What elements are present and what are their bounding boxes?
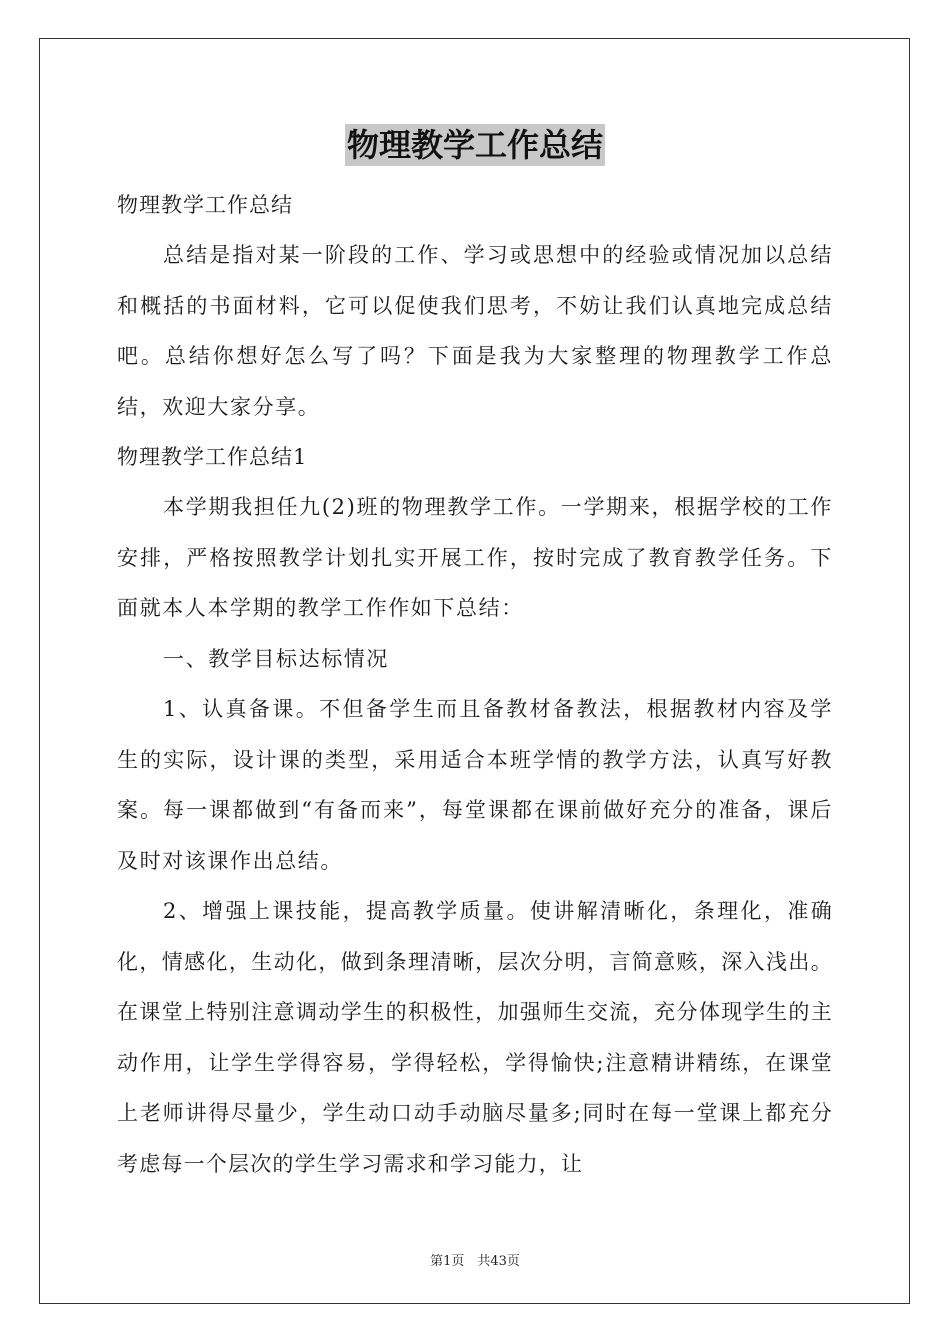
intro-paragraph: 总结是指对某一阶段的工作、学习或思想中的经验或情况加以总结和概括的书面材料，它可以促使我们思考，不妨让我们认真地完成总结吧。总结你想好怎么写了吗？下面是我为大家整理的物理教学工作总结，欢迎大家分享。	[117, 243, 833, 419]
page-footer: 第1页 共43页	[430, 1254, 520, 1269]
section-heading: 物理教学工作总结1	[117, 445, 308, 469]
section-paragraph: 本学期我担任九(2)班的物理教学工作。一学期来，根据学校的工作安排，严格按照教学计划扎实开展工作，按时完成了教育教学任务。下面就本人本学期的教学工作作如下总结：	[117, 495, 833, 620]
list-item-1: 1、认真备课。不但备学生而且备教材备教法，根据教材内容及学生的实际，设计课的类型，采用适合本班学情的教学方法，认真写好教案。每一课都做到“有备而来”，每堂课都在课前做好充分的准备，课后及时对该课作出总结。	[117, 697, 833, 873]
title-wrap	[117, 124, 833, 172]
document-title: 物理教学工作总结	[346, 126, 603, 164]
section-subheading: 一、教学目标达标情况	[163, 646, 389, 671]
document-subtitle: 物理教学工作总结	[117, 193, 293, 217]
document-body	[117, 124, 833, 1189]
list-item-2: 2、增强上课技能，提高教学质量。使讲解清晰化，条理化，准确化，情感化，生动化，做到条理清晰，层次分明，言简意赅，深入浅出。在课堂上特别注意调动学生的积极性，加强师生交流，充分体现学生的主动作用，让学生学得容易，学得轻松，学得愉快;注意精讲精练，在课堂上老师讲得尽量少，学生动口动手动脑尽量多;同时在每一堂课上都充分考虑每一个层次的学生学习需求和学习能力，让	[117, 899, 833, 1176]
